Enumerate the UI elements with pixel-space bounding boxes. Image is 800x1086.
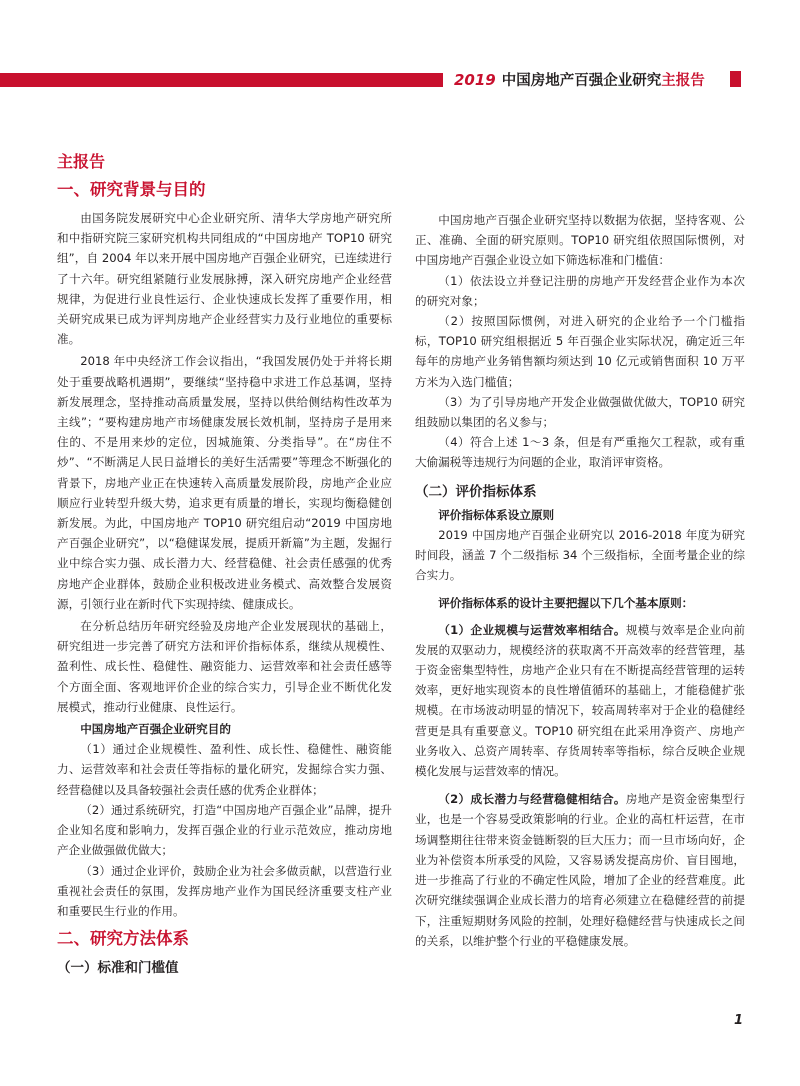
principle-heading: 评价指标体系设立原则 xyxy=(438,507,555,522)
running-header xyxy=(454,68,705,92)
header-title-prefix: 中国房地产百强企业研究 xyxy=(501,73,662,89)
left-paragraph-3: 在分析总结历年研究经验及房地产企业发展现状的基础上，研究组进一步完善了研究方法和评价指标体系，继续从规模性、盈利性、成长性、稳健性、融资能力、运营效率和社会责任感等个方面全面、客观地评价企业的综合实力，引导企业不断优化发展模式，推动行业健康、良性运行。 xyxy=(57,619,392,714)
principle-2-lead: （2）成长潜力与经营稳健相结合。 xyxy=(438,792,626,807)
left-paragraph-1: 由国务院发展研究中心企业研究所、清华大学房地产研究所和中指研究院三家研究机构共同组成的“中国房地产 TOP10 研究组”，自 2004 年以来开展中国房地产百强企业研究，已连续进行了十六年。研究组紧随行业发展脉搏，深入研究房地产企业经营规律，为促进行业良性运行、企业快速成长发挥了重要作用，相关研究成果已成为评判房地产企业经营实力及行业地位的重要标准。 xyxy=(57,211,392,347)
left-paragraph-2: 2018 年中央经济工作会议指出，“我国发展仍处于并将长期处于重要战略机遇期”，要继续“坚持稳中求进工作总基调，坚持新发展理念，坚持推动高质量发展，坚持以供给侧结构性改革为主线”；“要构建房地产市场健康发展长效机制，坚持房子是用来住的、不是用来炒的定位，因城施策、分类指导”。在“房住不炒”、“不断满足人民日益增长的美好生活需要”等理念不断强化的背景下，房地产业正在快速转入高质量发展阶段，房地产企业应顺应行业转型升级大势，追求更有质量的增长，实现均衡稳健创新发展。为此，中国房地产 TOP10 研究组启动“2019 中国房地产百强企业研究”，以“稳健谋发展，提质开新篇”为主题，发掘行业中综合实力强、成长潜力大、经营稳健、社会责任感强的优秀房地产企业群体，鼓励企业积极改进业务模式、高效整合发展资源，引领行业在新时代下实现持续、健康成长。 xyxy=(57,354,392,611)
report-title: 主报告 xyxy=(57,152,106,171)
criteria-2: （2）按照国际惯例，对进入研究的企业给予一个门槛指标，TOP10 研究组根据近 5 年百强企业实际状况，确定近三年每年的房地产业务销售额均须达到 10 亿元或销售面积 10 万平方米为入选门槛值； xyxy=(415,314,745,389)
principle-2 xyxy=(415,789,745,951)
purpose-heading: 中国房地产百强企业研究目的 xyxy=(80,722,231,737)
right-paragraph-1: 中国房地产百强企业研究坚持以数据为依据，坚持客观、公正、准确、全面的研究原则。TOP10 研究组依照国际惯例，对中国房地产百强企业设立如下筛选标准和门槛值： xyxy=(415,213,745,268)
header-red-square xyxy=(730,71,741,87)
purpose-item-3: （3）通过企业评价，鼓励企业为社会多做贡献，以营造行业重视社会责任的氛围，发挥房地产业作为国民经济重要支柱产业和重要民生行业的作用。 xyxy=(57,863,392,918)
left-column xyxy=(57,150,392,981)
page-number: 1 xyxy=(734,1013,744,1028)
header-year: 2019 xyxy=(454,71,496,89)
principle-1-body: 规模与效率是企业向前发展的双驱动力，规模经济的获取离不开高效率的经营管理，基于资金密集型特性，房地产企业只有在不断提高经营管理的运转效率，更好地实现资本的良性增值循环的基础上，才能稳健扩张规模。在市场波动明显的情况下，较高周转率对于企业的稳健经营更是具有重要意义。TOP10 研究组在此采用净资产、房地产业务收入、总资产周转率、存货周转率等指标，综合反映企业规模化发展与运营效率的情况。 xyxy=(415,622,745,779)
principle-1 xyxy=(415,620,745,782)
subsection2-heading: （二）评价指标体系 xyxy=(415,483,537,500)
principles-lead: 评价指标体系的设计主要把握以下几个基本原则： xyxy=(438,596,694,611)
right-paragraph-2: 2019 中国房地产百强企业研究以 2016-2018 年度为研究时间段，涵盖 7 个二级指标 34 个三级指标，全面考量企业的综合实力。 xyxy=(415,527,745,583)
section1-heading: 一、研究背景与目的 xyxy=(57,180,206,199)
purpose-item-2: （2）通过系统研究，打造“中国房地产百强企业”品牌，提升企业知名度和影响力，发挥百强企业的行业示范效应，推动房地产企业做强做优做大； xyxy=(57,802,392,858)
section2-heading: 二、研究方法体系 xyxy=(57,929,189,949)
purpose-item-1: （1）通过企业规模性、盈利性、成长性、稳健性、融资能力、运营效率和社会责任等指标的量化研究，发掘综合实力强、经营稳健以及具备较强社会责任感的优秀企业群体； xyxy=(57,742,392,797)
header-red-band xyxy=(0,73,443,87)
criteria-3: （3）为了引导房地产开发企业做强做优做大，TOP10 研究组鼓励以集团的名义参与； xyxy=(415,394,745,430)
header-title-em: 主报告 xyxy=(661,73,705,89)
criteria-4: （4）符合上述 1～3 条，但是有严重拖欠工程款，或有重大偷漏税等违规行为问题的企业，取消评审资格。 xyxy=(415,435,745,470)
principle-1-lead: （1）企业规模与运营效率相结合。 xyxy=(438,622,626,637)
right-column xyxy=(415,210,745,951)
principle-2-body: 房地产是资金密集型行业，也是一个容易受政策影响的行业。企业的高杠杆运营，在市场调整期往往带来资金链断裂的巨大压力；而一旦市场向好，企业为补偿资本所承受的风险，又容易诱发提高房价、盲目囤地，进一步推高了行业的不确定性风险，增加了企业的经营难度。此次研究继续强调企业成长潜力的培育必须建立在稳健经营的前提下，注重短期财务风险的控制，处理好稳健经营与快速成长之间的关系，以维护整个行业的平稳健康发展。 xyxy=(415,792,745,948)
subsection1-heading: （一）标准和门槛值 xyxy=(57,960,179,977)
criteria-1: （1）依法设立并登记注册的房地产开发经营企业作为本次的研究对象； xyxy=(415,273,745,308)
